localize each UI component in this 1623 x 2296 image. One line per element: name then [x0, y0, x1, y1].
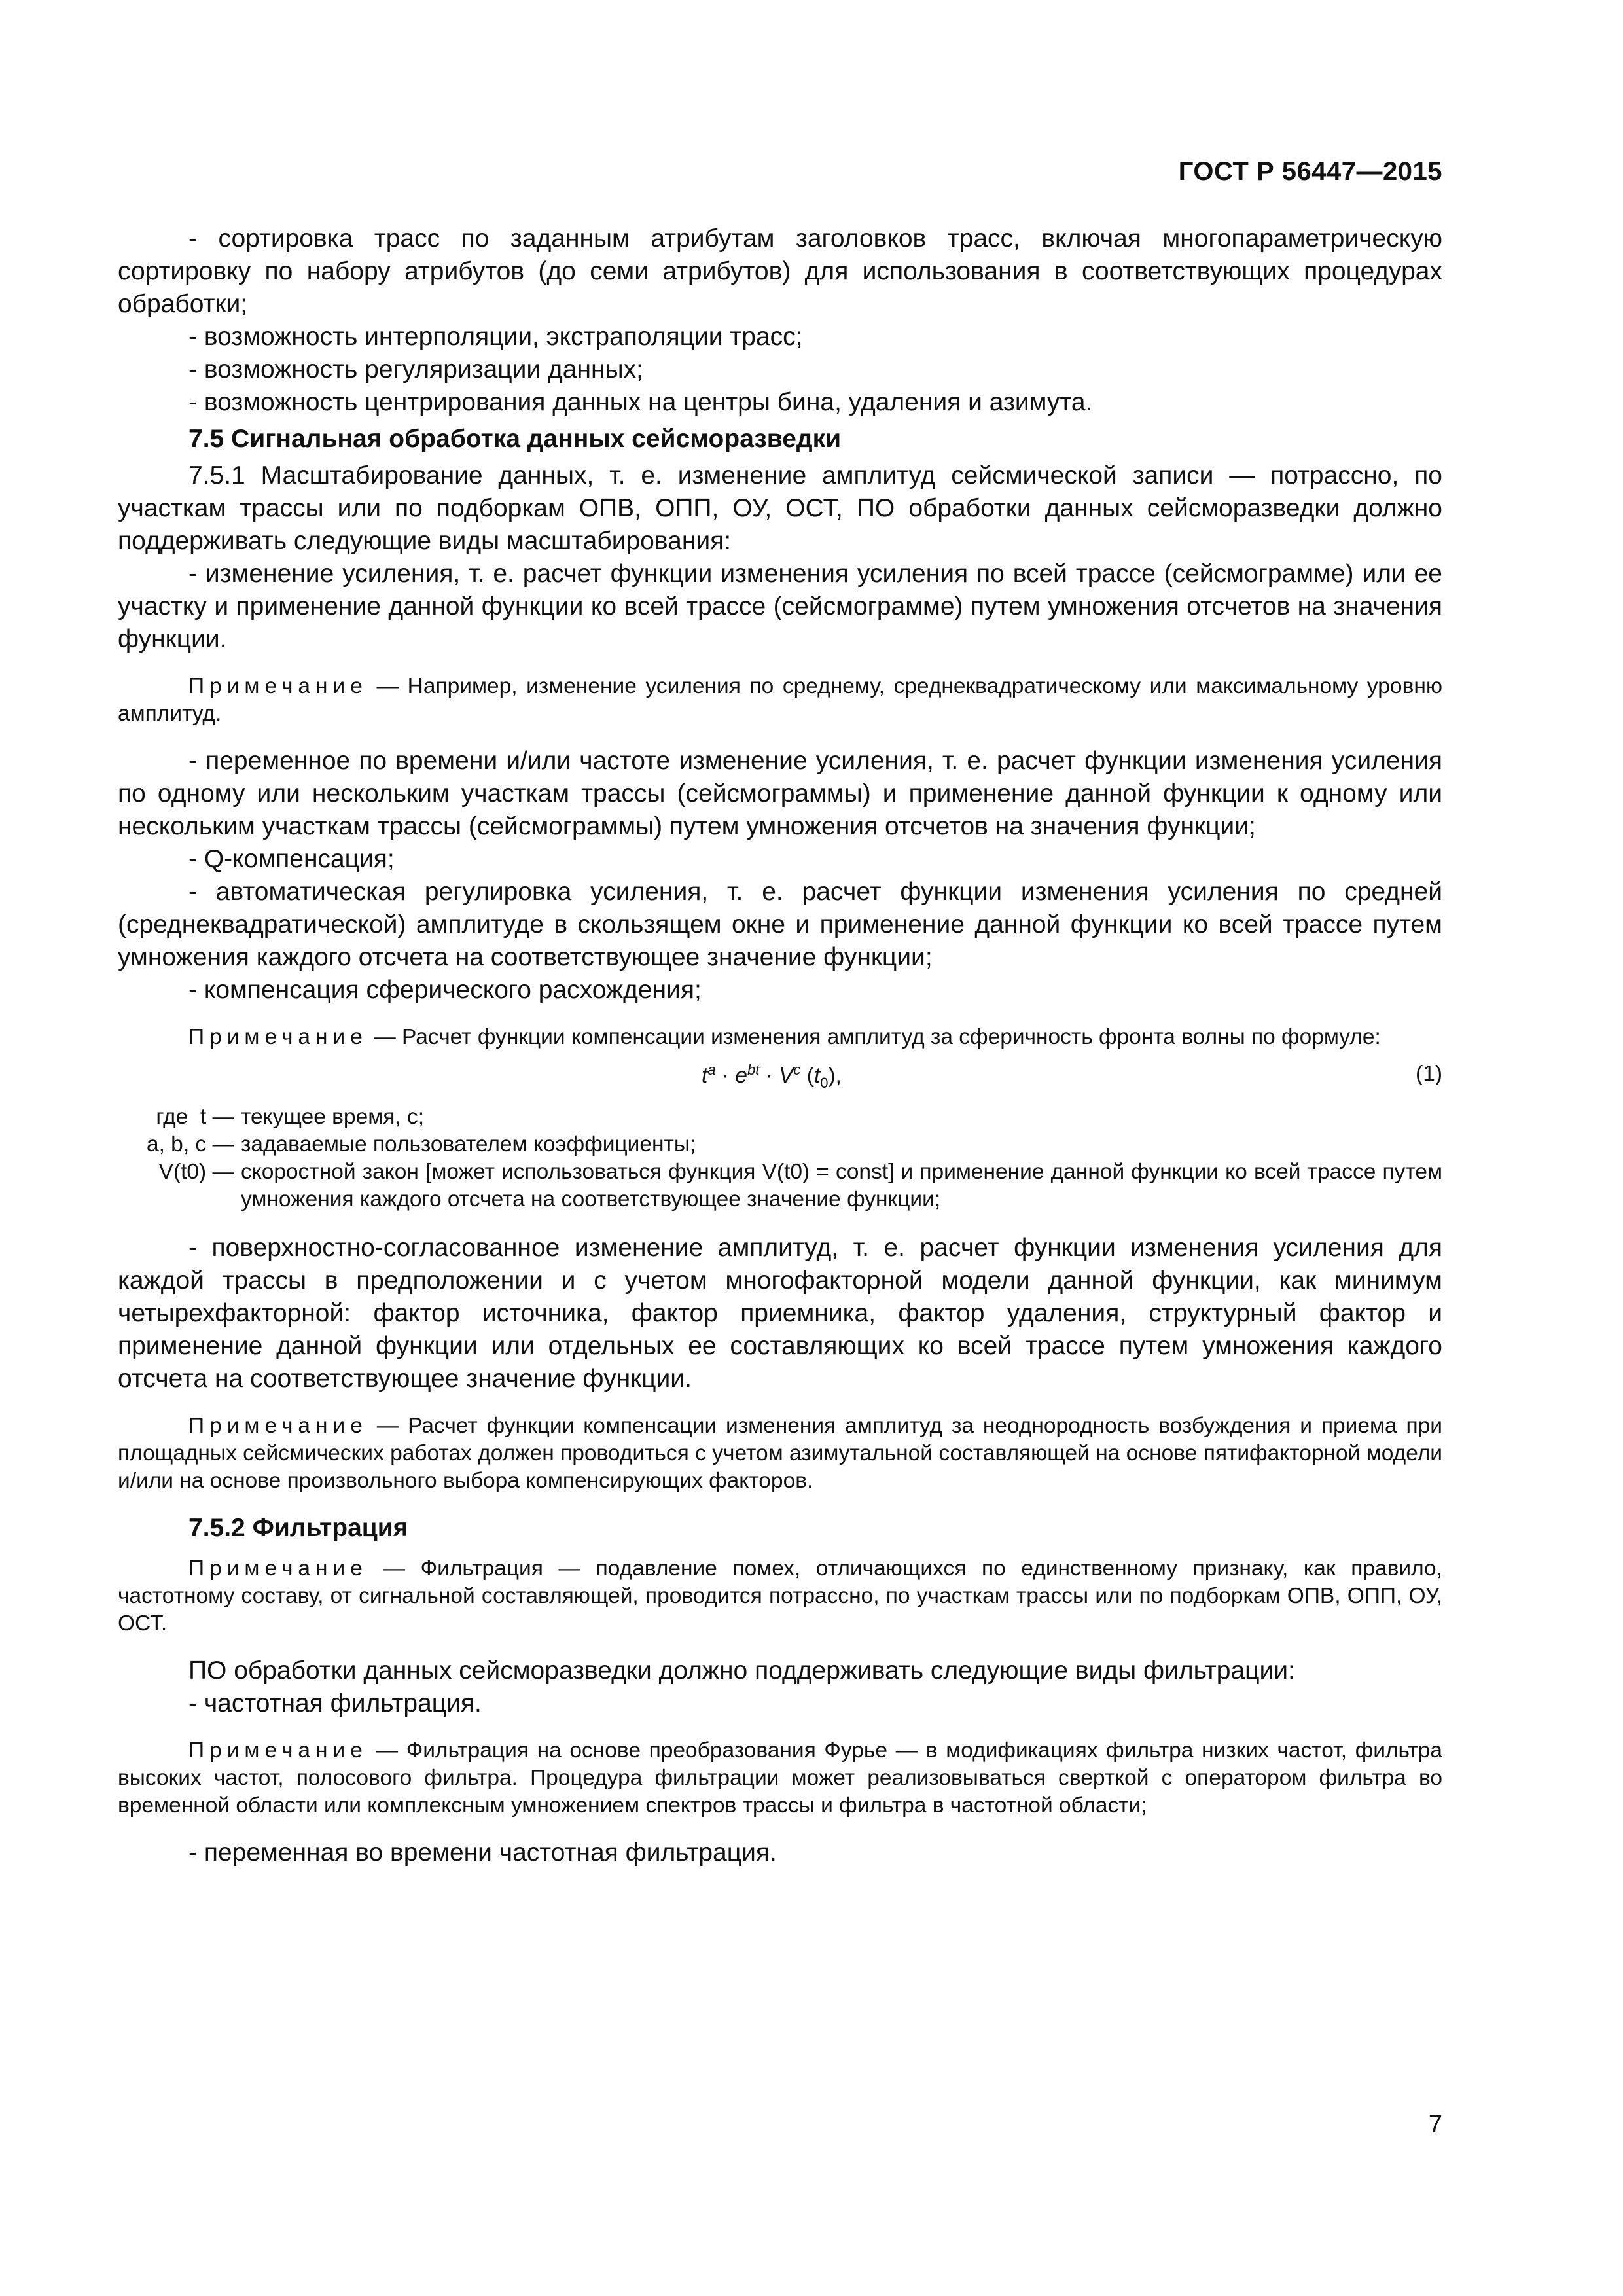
section-heading-7-5-2: 7.5.2 Фильтрация: [188, 1514, 408, 1542]
note-fourier: [118, 1737, 1442, 1820]
paragraph-time-variant-filtering: - переменная во времени частотная фильтрация.: [188, 1839, 777, 1867]
note-label: Примечание: [188, 1414, 368, 1438]
paragraph-q-compensation: - Q-компенсация;: [188, 845, 395, 873]
legend-row: [118, 1103, 1442, 1131]
paragraph-surface-consistent: - поверхностно-согласованное изменение амплитуд, т. е. расчет функции изменения усиления для каждой трассы в предположении и с учетом многофакторной модели данной функции, как минимум четырехфакторной: фактор источника, фактор приемника, фактор удаления, структурный фактор и применение данной функции или отдельных ее составляющих ко всей трассе путем умножения каждого отсчета на соответствующее значение функции.: [118, 1234, 1442, 1393]
legend-desc: задаваемые пользователем коэффициенты;: [241, 1132, 696, 1157]
formula-expression: $t^a \cdot e^{bt} \cdot V^c$ $(t_0)$,: [702, 1062, 842, 1091]
note-text: — Расчет функции компенсации изменения амплитуд за сферичность фронта волны по формуле:: [367, 1025, 1381, 1049]
legend-row: [118, 1131, 1442, 1158]
note-filtering-definition: [118, 1555, 1442, 1638]
paragraph-filtering-types: ПО обработки данных сейсморазведки должно поддерживать следующие виды фильтрации:: [188, 1657, 1295, 1685]
paragraph-spherical-divergence: - компенсация сферического расхождения;: [188, 976, 702, 1004]
note-spherical-formula: [118, 1024, 1442, 1051]
page-number: 7: [1428, 2111, 1442, 2138]
paragraph-regularization: - возможность регуляризации данных;: [188, 355, 643, 384]
section-heading-7-5: 7.5 Сигнальная обработка данных сейсморазведки: [188, 425, 842, 453]
paragraph-interpolation: - возможность интерполяции, экстраполяции трасс;: [188, 323, 803, 351]
standard-header: ГОСТ Р 56447—2015: [1178, 157, 1442, 186]
paragraph-agc: - автоматическая регулировка усиления, т. е. расчет функции изменения усиления по средней (среднеквадратической) амплитуде в скользящем окне и применение данной функции ко всей трассе путем умножения каждого отсчета на соответствующее значение функции;: [118, 878, 1442, 971]
note-text: — Расчет функции компенсации изменения амплитуд за неоднородность возбуждения и приема при площадных сейсмических работах должен проводиться с учетом азимутальной составляющей на основе пятифакторной модели и/или на основе произвольного выбора компенсирующих факторов.: [118, 1414, 1442, 1493]
paragraph-frequency-filtering: - частотная фильтрация.: [188, 1689, 482, 1717]
note-label: Примечание: [188, 1556, 368, 1581]
note-label: Примечание: [188, 1025, 368, 1049]
note-label: Примечание: [188, 1738, 368, 1763]
legend-desc: скоростной закон [может использоваться функция V(t0) = const] и применение данной функции ко всей трассе путем умножения каждого отсчета на соответствующее значение функции;: [241, 1160, 1442, 1211]
legend-desc: текущее время, с;: [241, 1105, 425, 1129]
legend-term: где t —: [156, 1105, 234, 1129]
paragraph-sorting: - сортировка трасс по заданным атрибутам заголовков трасс, включая многопараметрическую сортировку по набору атрибутов (до семи атрибутов) для использования в соответствующих процедурах обработки;: [118, 224, 1442, 318]
note-azimuthal: [118, 1412, 1442, 1495]
formula-number: (1): [1416, 1062, 1442, 1086]
paragraph-time-variant-gain: - переменное по времени и/или частоте изменение усиления, т. е. расчет функции изменения усиления по одному или нескольким участкам трассы (сейсмограммы) и применение данной функции к одному или нескольким участкам трассы (сейсмограммы) путем умножения отсчетов на значения функции;: [118, 747, 1442, 840]
legend-term: a, b, c —: [146, 1132, 234, 1157]
legend-term: V(t0) —: [158, 1160, 234, 1184]
paragraph-gain-change: - изменение усиления, т. е. расчет функции изменения усиления по всей трассе (сейсмограмме) или ее участку и применение данной функции ко всей трассе (сейсмограмме) путем умножения отсчетов на значения функции.: [118, 560, 1442, 653]
formula-1: [118, 1058, 1442, 1096]
paragraph-7-5-1: 7.5.1 Масштабирование данных, т. е. изменение амплитуд сейсмической записи — потрассно, по участкам трассы или по подборкам ОПВ, ОПП, ОУ, ОСТ, ПО обработки данных сейсморазведки должно поддерживать следующие виды масштабирования:: [118, 461, 1442, 555]
note-gain: [118, 673, 1442, 728]
page-content: [118, 223, 1442, 1869]
formula-legend: [118, 1103, 1442, 1213]
note-label: Примечание: [188, 674, 368, 698]
note-text: — Например, изменение усиления по среднему, среднеквадратическому или максимальному уровню амплитуд.: [118, 674, 1442, 726]
paragraph-centering: - возможность центрирования данных на центры бина, удаления и азимута.: [188, 388, 1093, 416]
note-text: — Фильтрация — подавление помех, отличающихся по единственному признаку, как правило, частотному составу, от сигнальной составляющей, проводится потрассно, по участкам трассы или по подборкам ОПВ, ОПП, ОУ, ОСТ.: [118, 1556, 1442, 1636]
note-text: — Фильтрация на основе преобразования Фурье — в модификациях фильтра низких частот, фильтра высоких частот, полосового фильтра. Процедура фильтрации может реализовываться сверткой с оператором фильтра во временной области или комплексным умножением спектров трассы и фильтра в частотной области;: [118, 1738, 1442, 1818]
document-page: [118, 0, 1442, 2296]
legend-row: [118, 1158, 1442, 1213]
